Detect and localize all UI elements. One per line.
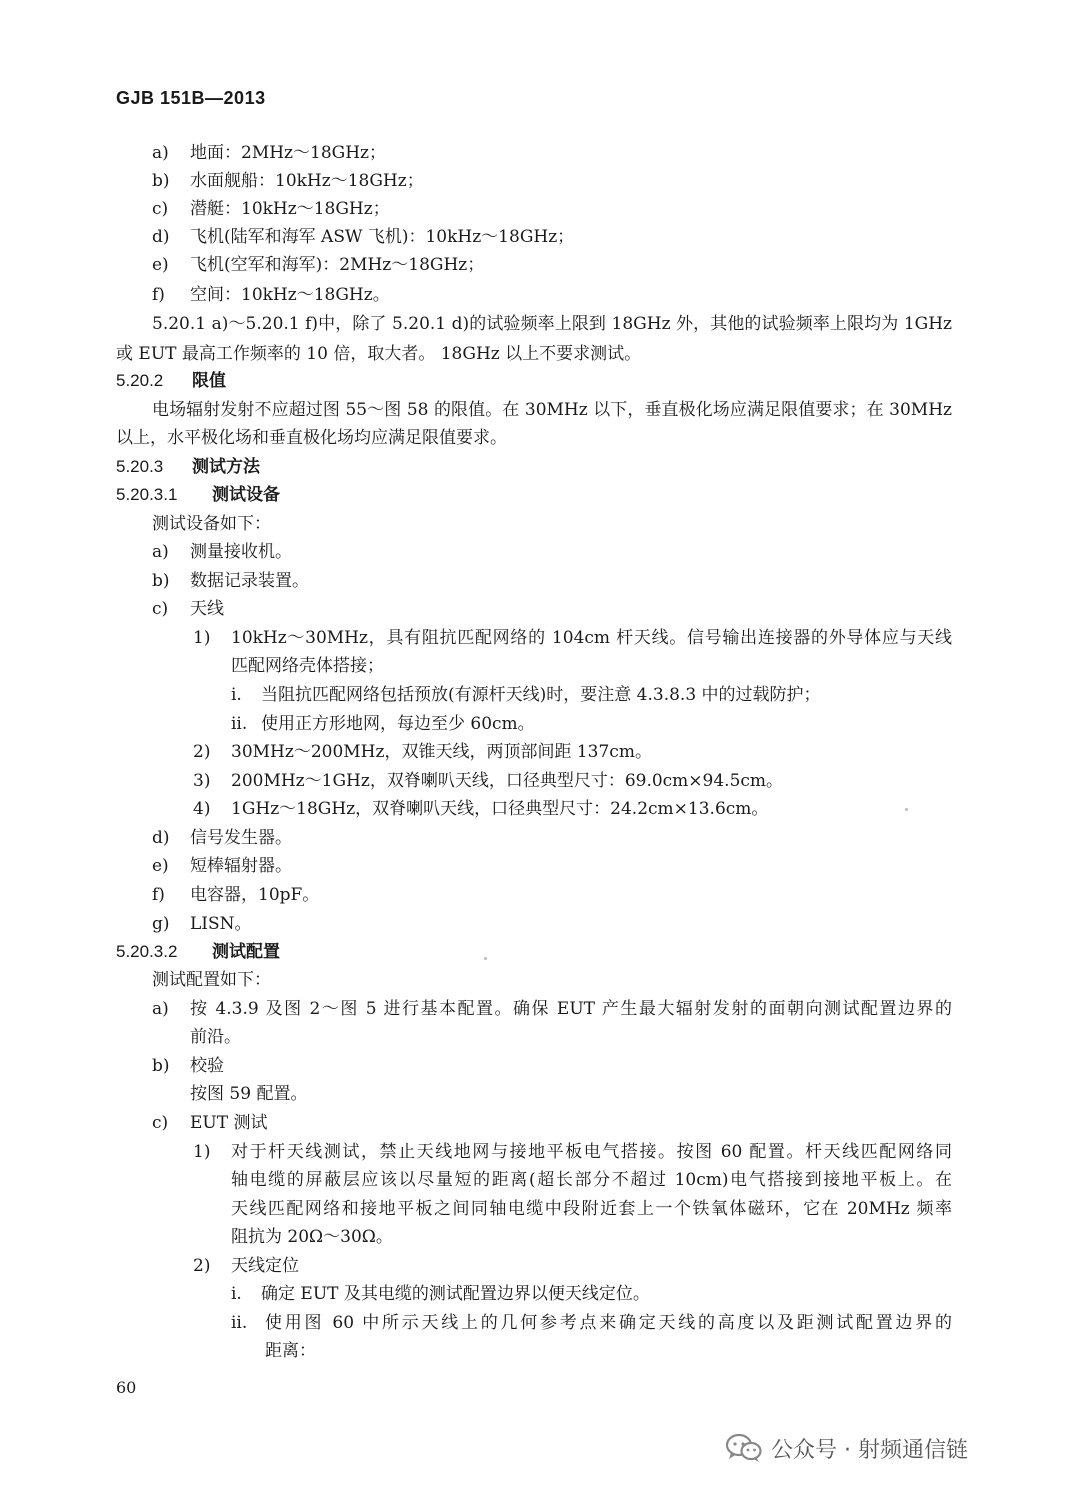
paragraph-line: 以上，水平极化场和垂直极化场均应满足限值要求。 (116, 428, 507, 448)
paragraph-line: 对于杆天线测试，禁止天线地网与接地平板电气搭接。按图 60 配置。杆天线匹配网络同 (231, 1142, 952, 1162)
equip-item-a (152, 538, 292, 566)
standard-code-header: GJB 151B—2013 (116, 88, 266, 108)
list-text: 使用正方形地网，每边至少 60cm。 (261, 714, 535, 734)
wechat-icon (725, 1432, 763, 1464)
freq-item-b (152, 167, 424, 195)
freq-item-c (152, 195, 390, 223)
freq-item-a (152, 139, 386, 167)
paragraph-line: 或 EUT 最高工作频率的 10 倍，取大者。 18GHz 以上不要求测试。 (116, 344, 642, 364)
list-marker: ii. (231, 714, 248, 734)
list-text: EUT 测试 (190, 1113, 268, 1133)
list-text: 飞机(陆军和海军 ASW 飞机)：10kHz～18GHz； (190, 227, 575, 247)
list-marker: b) (152, 1056, 170, 1076)
list-marker: c) (152, 1113, 169, 1133)
list-text: 水面舰船：10kHz～18GHz； (190, 171, 424, 191)
list-marker: 2) (193, 742, 211, 762)
list-marker: i. (231, 1284, 242, 1304)
equip-item-d (152, 824, 292, 852)
config-subitem-2-ii (231, 1309, 247, 1337)
section-number: 5.20.3.2 (116, 942, 178, 961)
section-number: 5.20.3.1 (116, 485, 178, 504)
paragraph-line: 距离： (265, 1341, 316, 1361)
list-marker: 2) (193, 1256, 211, 1276)
section-heading-5-20-3-2 (116, 938, 280, 966)
list-marker: c) (152, 599, 169, 619)
antenna-item-2 (193, 738, 652, 766)
list-marker: e) (152, 856, 169, 876)
list-marker: 1) (193, 628, 211, 648)
list-text: 当阻抗匹配网络包括预放(有源杆天线)时，要注意 4.3.8.3 中的过载防护； (261, 685, 821, 705)
section-number: 5.20.2 (116, 371, 164, 390)
list-text: 地面：2MHz～18GHz； (190, 143, 386, 163)
list-text: 校验 (190, 1056, 224, 1076)
list-marker: f) (152, 885, 165, 905)
paragraph-line: 轴电缆的屏蔽层应该以尽量短的距离(超长部分不超过 10cm)电气搭接到接地平板上。在 (231, 1170, 952, 1190)
list-marker: d) (152, 227, 170, 247)
config-subitem-2-i (231, 1280, 650, 1308)
list-text: 30MHz～200MHz，双锥天线，两顶部间距 137cm。 (231, 742, 652, 762)
config-subitem-2 (193, 1252, 299, 1280)
list-marker: 4) (193, 799, 211, 819)
section-heading-5-20-2 (116, 367, 226, 395)
paragraph-line: 阻抗为 20Ω～30Ω。 (231, 1227, 393, 1247)
list-marker: a) (152, 143, 169, 163)
section-heading-5-20-3 (116, 453, 260, 481)
list-marker: d) (152, 828, 170, 848)
section-title: 限值 (192, 371, 226, 390)
list-marker: e) (152, 255, 169, 275)
antenna-item-4 (193, 795, 769, 823)
list-text: 测量接收机。 (190, 542, 292, 562)
list-marker: b) (152, 571, 170, 591)
list-text: 短棒辐射器。 (190, 856, 292, 876)
antenna-subitem-i (231, 681, 821, 709)
equip-item-g (152, 910, 252, 938)
list-text: 空间：10kHz～18GHz。 (190, 285, 390, 305)
equip-item-e (152, 852, 292, 880)
config-subitem-1 (193, 1138, 210, 1166)
section-title: 测试设备 (212, 485, 280, 504)
list-marker: a) (152, 542, 169, 562)
paragraph-line: 电场辐射发射不应超过图 55～图 58 的限值。在 30MHz 以下，垂直极化场应满足限值要求；在 30MHz (152, 400, 952, 420)
config-item-a (152, 995, 169, 1023)
section-heading-5-20-3-1 (116, 481, 280, 509)
section-title: 测试配置 (212, 942, 280, 961)
scan-speck (905, 808, 908, 811)
paragraph-line: 使用图 60 中所示天线上的几何参考点来确定天线的高度以及距测试配置边界的 (265, 1313, 952, 1333)
paragraph-line: 前沿。 (190, 1027, 241, 1047)
antenna-subitem-ii (231, 710, 535, 738)
list-text: 飞机(空军和海军)：2MHz～18GHz； (190, 255, 485, 275)
paragraph-line: 匹配网络壳体搭接； (231, 656, 384, 676)
config-intro: 测试配置如下： (152, 970, 271, 990)
freq-item-d (152, 223, 575, 251)
list-marker: b) (152, 171, 170, 191)
paragraph-line: 天线匹配网络和接地平板之间同轴电缆中段附近套上一个铁氧体磁环，它在 20MHz 频率 (231, 1199, 952, 1219)
list-text: LISN。 (190, 914, 252, 934)
list-text: 天线 (190, 599, 224, 619)
list-marker: f) (152, 285, 165, 305)
list-text: 电容器，10pF。 (190, 885, 320, 905)
antenna-item-1 (193, 624, 210, 652)
freq-item-e (152, 251, 485, 279)
list-marker: g) (152, 914, 170, 934)
list-marker: 3) (193, 771, 211, 791)
list-marker: i. (231, 685, 242, 705)
paragraph-line: 10kHz～30MHz，具有阻抗匹配网络的 104cm 杆天线。信号输出连接器的外导体应与天线 (231, 628, 952, 648)
antenna-item-3 (193, 767, 784, 795)
watermark-text: 公众号 · 射频通信链 (771, 1437, 968, 1463)
paragraph-line: 5.20.1 a)～5.20.1 f)中，除了 5.20.1 d)的试验频率上限到 18GHz 外，其他的试验频率上限均为 1GHz (152, 314, 952, 334)
section-number: 5.20.3 (116, 457, 164, 476)
paragraph-line: 按 4.3.9 及图 2～图 5 进行基本配置。确保 EUT 产生最大辐射发射的面朝向测试配置边界的 (190, 999, 952, 1019)
list-text: 信号发生器。 (190, 828, 292, 848)
list-text: 数据记录装置。 (190, 571, 309, 591)
config-item-c (152, 1109, 268, 1137)
list-text: 天线定位 (231, 1256, 299, 1276)
equip-item-c (152, 595, 224, 623)
equip-item-f (152, 881, 320, 909)
list-text: 1GHz～18GHz，双脊喇叭天线，口径典型尺寸：24.2cm×13.6cm。 (231, 799, 769, 819)
page-number: 60 (116, 1378, 137, 1397)
paragraph-line: 按图 59 配置。 (190, 1084, 308, 1104)
section-title: 测试方法 (192, 457, 260, 476)
config-item-b (152, 1052, 224, 1080)
list-marker: ii. (231, 1313, 248, 1333)
list-marker: c) (152, 199, 169, 219)
list-text: 200MHz～1GHz，双脊喇叭天线，口径典型尺寸：69.0cm×94.5cm。 (231, 771, 784, 791)
list-text: 潜艇：10kHz～18GHz； (190, 199, 390, 219)
scan-speck (484, 957, 487, 960)
freq-item-f (152, 281, 390, 309)
wechat-watermark (725, 1428, 968, 1468)
list-marker: 1) (193, 1142, 211, 1162)
list-marker: a) (152, 999, 169, 1019)
equip-item-b (152, 567, 309, 595)
equipment-intro: 测试设备如下： (152, 514, 271, 534)
list-text: 确定 EUT 及其电缆的测试配置边界以便天线定位。 (261, 1284, 650, 1304)
